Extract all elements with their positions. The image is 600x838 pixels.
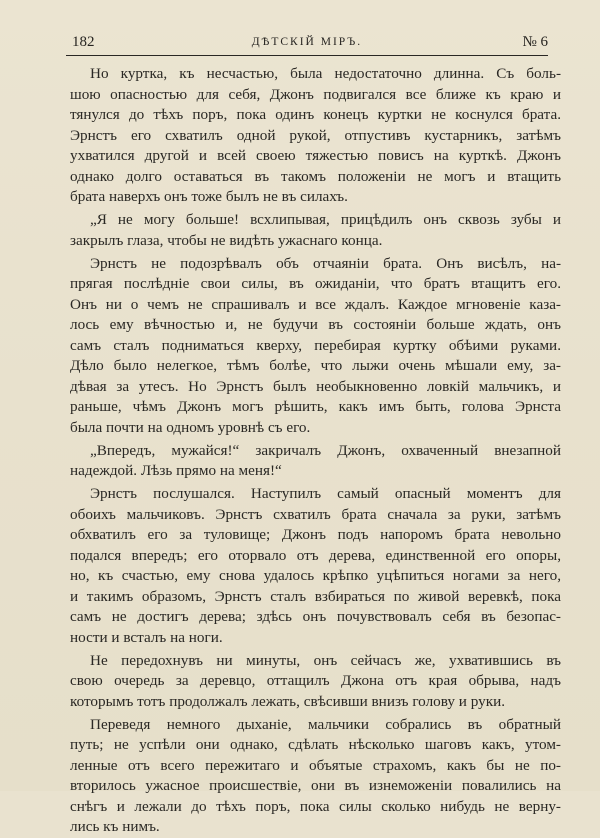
text-line: „Я не могу больше! всхлипывая, прицѣдилъ онъ сквозь зубы и [90,211,561,228]
text-line: Но куртка, къ несчастью, была недостаточно длинна. Съ боль- [90,65,561,82]
text-line: Переведя немного дыханіе, мальчики собрались въ обратный [90,715,561,733]
text-line: обоихъ мальчиковъ. Эрнстъ схватилъ брата сначала за руки, затѣмъ [70,505,561,523]
paragraph [70,210,561,251]
paragraph [70,441,561,482]
text-line: подался впередъ; его оторвало отъ дерева, единственной его опоры, [70,546,561,564]
text-line: лись къ нимъ. [70,818,160,835]
text-line: и такимъ образомъ, Эрнстъ сталъ взбираться по живой веревкѣ, пока [70,587,561,605]
paragraph [70,651,561,713]
text-line: Дѣло было нелегкое, тѣмъ болѣе, что лыжи очень мѣшали ему, за- [70,357,561,374]
text-line: шою опасностью для себя, Джонъ подвигался все ближе къ краю и [70,85,561,103]
running-header [66,34,548,56]
text-line: брата наверхъ онъ тоже былъ не въ силахъ. [70,188,348,205]
text-line: путь; не успѣли они однако, сдѣлать нѣсколько шаговъ какъ, утом- [70,736,561,753]
text-line: была почти на одномъ уровнѣ съ его. [70,418,311,436]
text-line: ухватился другой и всей своею тяжестью повисъ на курткѣ. Джонъ [70,147,561,164]
text-line: Не передохнувъ ни минуты, онъ сейчасъ же, ухватившись въ [90,651,561,669]
text-line: раньше, чѣмъ Джонъ могъ рѣшить, какъ имъ быть, голова Эрнста [70,398,561,415]
text-line: надеждой. Лѣзь прямо на меня!“ [70,462,282,479]
text-line: ности и всталъ на ноги. [70,628,223,646]
text-line: самъ не достигъ дерева; здѣсь онъ почувствовалъ себя въ безопас- [70,608,561,625]
text-line: Эрнстъ послушался. Наступилъ самый опасный моментъ для [90,485,561,502]
page-number: 182 [72,34,95,50]
paragraph [70,254,561,439]
text-line: Эрнстъ его схватилъ одной рукой, отпустивъ кустарникъ, затѣмъ [70,126,561,144]
journal-title: ДѢТСКІЙ МІРЪ. [251,36,363,48]
issue-number: № 6 [522,34,548,50]
text-line: снѣгъ и лежали до тѣхъ поръ, пока силы сколько нибудь не верну- [70,797,561,815]
text-line: прягая послѣдніе свои силы, въ ожиданіи, что братъ втащитъ его. [70,275,561,292]
text-line: Онъ ни о чемъ не спрашивалъ и все ждалъ. Каждое мгновеніе каза- [70,295,561,313]
text-line: „Впередъ, мужайся!“ закричалъ Джонъ, охваченный внезапной [90,441,561,459]
text-line: свою очередь за деревцо, оттащилъ Джона отъ края обрыва, надъ [70,672,561,689]
text-line: ленные отъ всего пережитаго и объятые страхомъ, какъ бы не по- [70,756,561,774]
text-line: лось ему вѣчностью и, не будучи въ состояніи больше ждать, онъ [70,316,561,333]
text-line: закрылъ глаза, чтобы не видѣть ужаснаго конца. [70,231,383,249]
paragraph [70,64,561,208]
text-line: самъ сталъ подниматься кверху, перебирая куртку обѣими руками. [70,336,561,354]
paragraph [70,715,561,838]
text-line: Эрнстъ не подозрѣвалъ объ отчаяніи брата. Онъ висѣлъ, на- [90,254,561,272]
text-line: вторилось ужасное происшествіе, они въ изнеможеніи повалились на [70,777,561,794]
text-line: тянулся до тѣхъ поръ, пока одинъ конецъ куртки не коснулся брата. [70,106,561,123]
text-line: дѣвая за утесъ. Но Эрнстъ былъ необыкновенно ловкій мальчикъ, и [70,377,561,395]
header-rule [66,55,548,56]
text-line: которымъ тотъ продолжалъ лежать, свѣсивши внизъ голову и руки. [70,692,506,710]
text-line: но, къ счастью, ему снова удалось крѣпко уцѣпиться ногами за него, [70,567,561,584]
text-line: обхватилъ его за туловище; Джонъ подъ напоромъ брата невольно [70,526,561,543]
paragraph [70,484,561,648]
text-line: однако долго оставаться въ такомъ положеніи не могъ и втащить [70,167,561,185]
body-text [70,64,561,838]
